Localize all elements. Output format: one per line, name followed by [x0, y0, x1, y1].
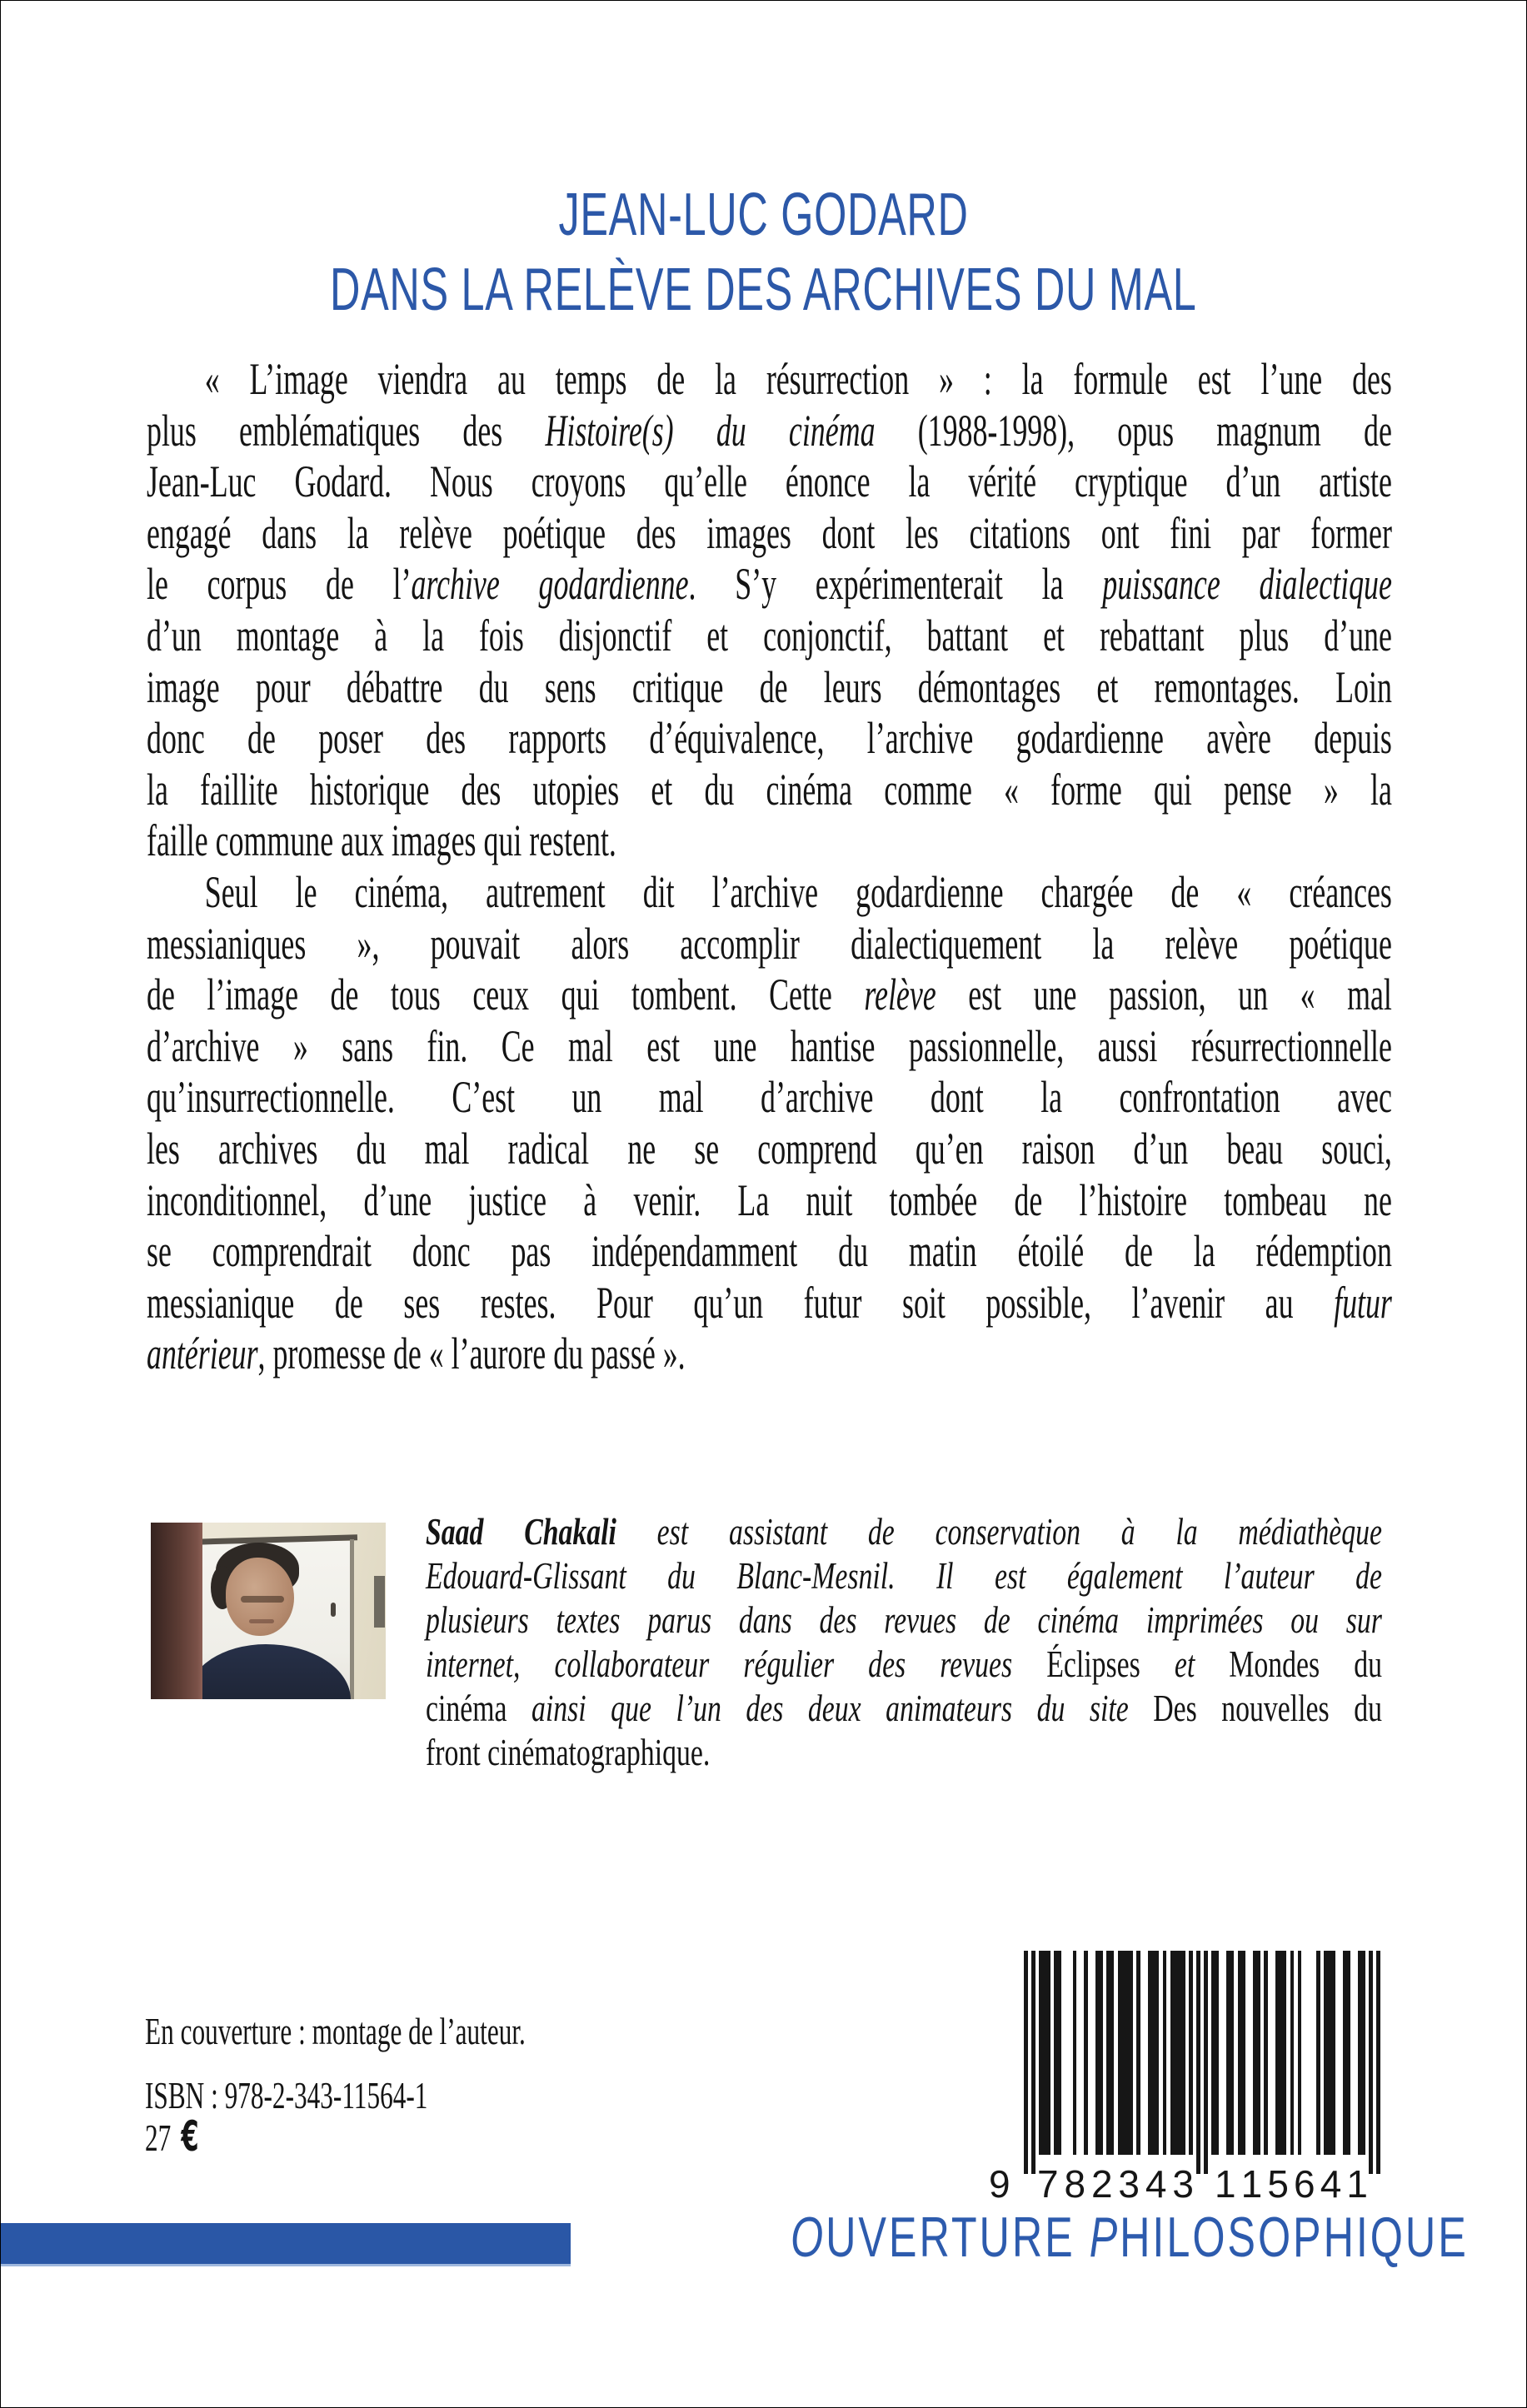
ean13-barcode — [989, 1951, 1380, 2206]
collection-name — [791, 2206, 1527, 2269]
text-line: le corpus de l’archive godardienne. S’y expérimenterait la puissance dialectique — [147, 559, 1392, 610]
text-line: internet, collaborateur régulier des revues Éclipses et Mondes du — [426, 1643, 1382, 1685]
text-line: plusieurs textes parus dans des revues de cinéma imprimées ou sur — [426, 1599, 1382, 1641]
collection-blue-bar — [1, 2223, 571, 2266]
text-line: les archives du mal radical ne se comprend qu’en raison d’un beau souci, — [147, 1123, 1392, 1174]
text-line: inconditionnel, d’une justice à venir. La nuit tombée de l’histoire tombeau ne — [147, 1174, 1392, 1225]
barcode-digit-leading: 9 — [989, 2162, 1011, 2206]
text-line: Edouard-Glissant du Blanc-Mesnil. Il est également l’auteur de — [426, 1555, 1382, 1597]
book-title — [1, 177, 1526, 327]
text-line: donc de poser des rapports d’équivalence, l’archive godardienne avère depuis — [147, 713, 1392, 764]
text-line: image pour débattre du sens critique de leurs démontages et remontages. Loin — [147, 661, 1392, 712]
text-line: messianiques », pouvait alors accomplir dialectiquement la relève poétique — [147, 918, 1392, 969]
text-line: faille commune aux images qui restent. — [147, 815, 616, 866]
isbn-line: ISBN : 978-2-343-11564-1 — [145, 2074, 428, 2116]
barcode-digits-group1: 7 8 2 3 4 3 — [1037, 2162, 1194, 2206]
text-line: la faillite historique des utopies et du cinéma comme « forme qui pense » la — [147, 764, 1392, 815]
synopsis-text — [147, 354, 1392, 1380]
barcode-digits-group2: 1 1 5 6 4 1 — [1215, 2162, 1368, 2206]
text-line: de l’image de tous ceux qui tombent. Cette relève est une passion, un « mal — [147, 970, 1392, 1020]
text-line: plus emblématiques des Histoire(s) du cinéma (1988-1998), opus magnum de — [147, 405, 1392, 456]
cover-note: En couverture : montage de l’auteur. — [145, 2010, 526, 2052]
text-line: cinéma ainsi que l’un des deux animateurs du site Des nouvelles du — [426, 1688, 1382, 1729]
barcode-bars — [1024, 1951, 1380, 2174]
text-line: Saad Chakali est assistant de conservation à la médiathèque — [426, 1511, 1382, 1553]
author-photo — [151, 1523, 386, 1699]
text-line: d’archive » sans fin. Ce mal est une hantise passionnelle, aussi résurrectionnelle — [147, 1020, 1392, 1071]
price — [145, 2112, 226, 2161]
price-amount: 27 — [145, 2116, 172, 2159]
photo-author-eyes — [241, 1596, 284, 1603]
text-line: antérieur, promesse de « l’aurore du passé ». — [147, 1329, 686, 1379]
text-line: « L’image viendra au temps de la résurrection » : la formule est l’une des — [204, 354, 1392, 404]
photo-door-frame-edge — [151, 1523, 202, 1699]
book-title-line2: DANS LA RELÈVE DES ARCHIVES DU MAL — [330, 257, 1197, 323]
bio-text — [426, 1510, 1382, 1775]
book-title-line1: JEAN-LUC GODARD — [558, 182, 969, 248]
photo-author-mouth — [249, 1619, 274, 1623]
photo-door-right-edge — [350, 1539, 354, 1699]
text-line: Jean-Luc Godard. Nous croyons qu’elle énonce la vérité cryptique d’un artiste — [147, 456, 1392, 507]
text-line: messianique de ses restes. Pour qu’un futur soit possible, l’avenir au futur — [147, 1277, 1392, 1328]
photo-door-keyhole — [331, 1603, 336, 1617]
text-line: se comprendrait donc pas indépendamment du matin étoilé de la rédemption — [147, 1226, 1392, 1277]
text-line: qu’insurrectionnelle. C’est un mal d’archive dont la confrontation avec — [147, 1072, 1392, 1123]
text-line: engagé dans la relève poétique des images dont les citations ont fini par former — [147, 507, 1392, 558]
text-line: Seul le cinéma, autrement dit l’archive godardienne chargée de « créances — [204, 866, 1392, 917]
text-line: front cinématographique. — [426, 1732, 711, 1773]
photo-wall-plate — [374, 1576, 385, 1628]
collection-name-text: OUVERTURE PHILOSOPHIQUE — [791, 2206, 1469, 2269]
text-line: d’un montage à la fois disjonctif et conjonctif, battant et rebattant plus d’une — [147, 610, 1392, 661]
euro-sign: € — [181, 2112, 199, 2161]
